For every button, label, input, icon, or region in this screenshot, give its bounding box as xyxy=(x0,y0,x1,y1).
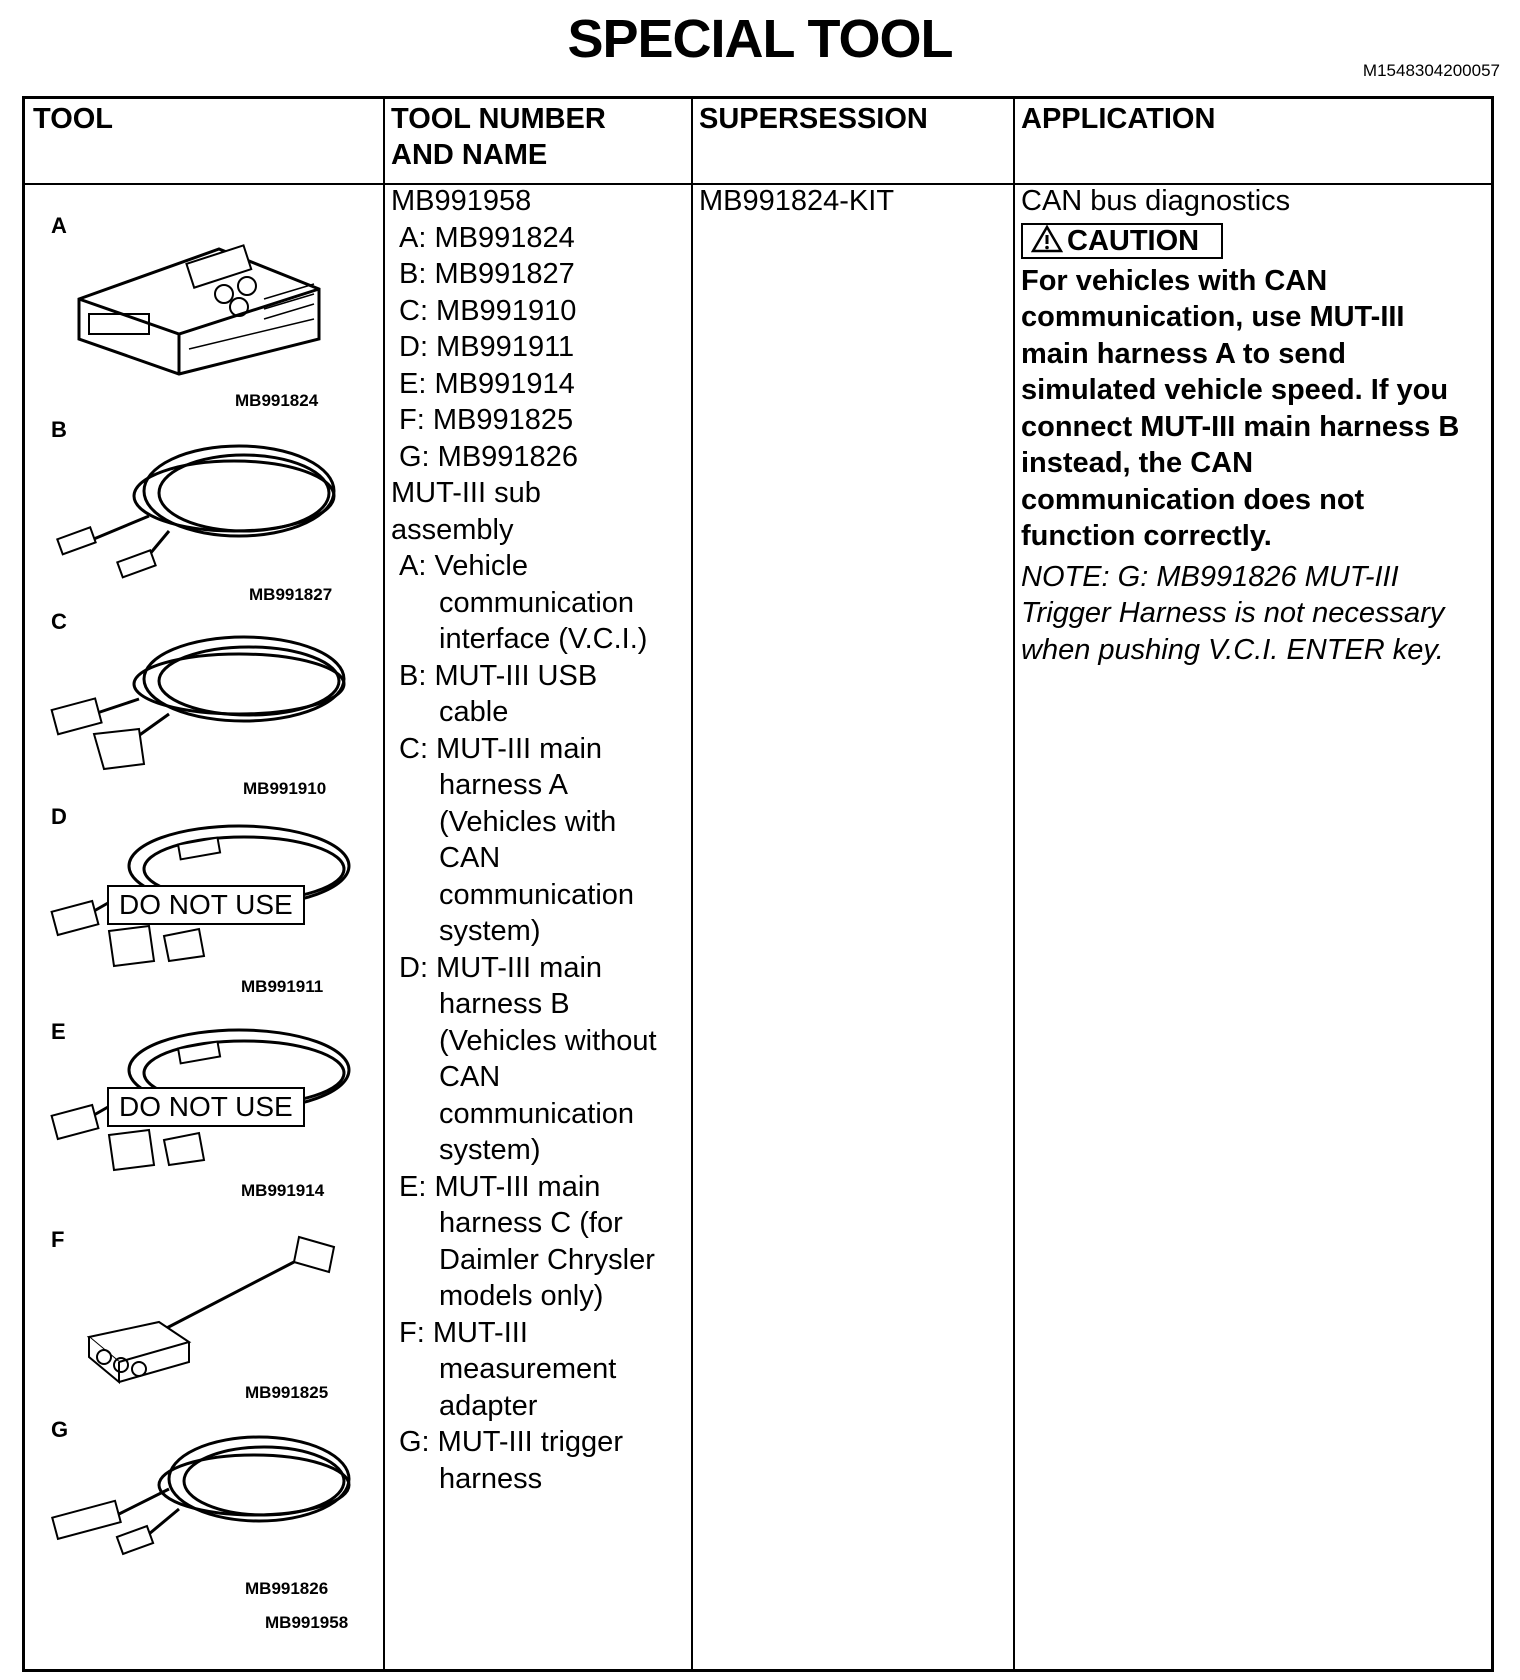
trigger-harness-illustration xyxy=(49,1419,359,1569)
column-divider xyxy=(691,99,693,1669)
part-number: A: MB991824 xyxy=(399,221,575,254)
part-number: E: MB991914 xyxy=(399,367,575,400)
description-line: harness C (for xyxy=(439,1207,623,1239)
assembly-name-line2: assembly xyxy=(391,513,514,546)
warning-triangle-icon xyxy=(1031,225,1063,253)
caution-line: communication does not xyxy=(1021,483,1365,516)
description-line: communication xyxy=(439,878,635,911)
part-number: G: MB991826 xyxy=(399,440,578,473)
application-cell xyxy=(1021,183,1491,668)
tool-code-e: MB991914 xyxy=(241,1181,325,1200)
description-line: (Vehicles without xyxy=(439,1024,657,1057)
caution-line: communication, use MUT-III xyxy=(1021,301,1405,333)
tool-number-cell xyxy=(391,183,686,1497)
tool-code-g: MB991826 xyxy=(245,1579,329,1598)
caution-line: main harness A to send xyxy=(1021,337,1346,370)
description-line: models only) xyxy=(439,1280,604,1312)
description-line: cable xyxy=(439,696,509,728)
description-line: system) xyxy=(439,1134,541,1166)
tool-code-a: MB991824 xyxy=(235,391,319,410)
description-prefix: F: MUT-III xyxy=(399,1316,528,1349)
assembly-name-line1: MUT-III sub xyxy=(391,477,541,509)
do-not-use-badge-d: DO NOT USE xyxy=(107,885,305,925)
description-line: harness B xyxy=(439,988,570,1020)
caution-line: connect MUT-III main harness B xyxy=(1021,410,1460,443)
column-divider xyxy=(383,99,385,1669)
tool-letter-f: F xyxy=(51,1227,65,1252)
tool-code-b: MB991827 xyxy=(249,585,333,604)
header-tool-number-line1: TOOL NUMBER xyxy=(391,103,606,135)
header-tool-number-line2: AND NAME xyxy=(391,139,548,171)
description-line: system) xyxy=(439,915,541,947)
description-line: harness A xyxy=(439,769,568,801)
description-line: measurement xyxy=(439,1353,617,1385)
application-text: CAN bus diagnostics xyxy=(1021,185,1291,217)
measurement-adapter-illustration xyxy=(49,1217,349,1387)
tool-code-c: MB991910 xyxy=(243,779,327,798)
tool-code-d: MB991911 xyxy=(241,977,324,996)
page-title: SPECIAL TOOL xyxy=(567,9,953,69)
tool-letter-a: A xyxy=(51,213,67,238)
description-line: communication xyxy=(439,586,635,619)
description-line: CAN xyxy=(439,842,501,874)
description-prefix: G: MUT-III trigger xyxy=(399,1426,623,1458)
caution-label: CAUTION xyxy=(1067,224,1200,257)
tool-letter-d: D xyxy=(51,804,67,829)
part-number: B: MB991827 xyxy=(399,258,575,290)
header-tool-number xyxy=(391,101,606,173)
tool-letter-g: G xyxy=(51,1417,69,1442)
special-tool-table xyxy=(22,96,1494,1672)
note-line: NOTE: G: MB991826 MUT-III xyxy=(1021,560,1399,593)
do-not-use-badge-e: DO NOT USE xyxy=(107,1087,305,1127)
document-id: M1548304200057 xyxy=(1362,61,1500,80)
tool-letter-e: E xyxy=(51,1019,66,1044)
description-line: interface (V.C.I.) xyxy=(439,623,648,655)
header-supersession: SUPERSESSION xyxy=(699,103,928,135)
description-line: (Vehicles with xyxy=(439,805,617,838)
supersession-cell: MB991824-KIT xyxy=(699,185,895,217)
tool-letter-c: C xyxy=(51,609,67,634)
description-prefix: D: MUT-III main xyxy=(399,951,603,984)
note-line: when pushing V.C.I. ENTER key. xyxy=(1021,633,1444,666)
note-text xyxy=(1021,559,1491,669)
main-harness-a-illustration xyxy=(49,619,359,779)
description-line: Daimler Chrysler xyxy=(439,1243,655,1276)
kit-number: MB991958 xyxy=(391,185,532,217)
description-prefix: E: MUT-III main xyxy=(399,1170,601,1203)
tool-letter-b: B xyxy=(51,417,67,442)
description-line: CAN xyxy=(439,1061,501,1093)
part-number: D: MB991911 xyxy=(399,331,575,363)
caution-line: For vehicles with CAN xyxy=(1021,264,1328,297)
caution-line: function correctly. xyxy=(1021,520,1272,552)
vci-device-illustration xyxy=(49,229,339,379)
part-number: C: MB991910 xyxy=(399,294,577,327)
caution-box xyxy=(1021,223,1223,259)
description-line: communication xyxy=(439,1097,635,1130)
description-line: adapter xyxy=(439,1389,538,1422)
usb-cable-illustration xyxy=(49,421,349,581)
header-tool: TOOL xyxy=(33,103,114,135)
tool-code-f: MB991825 xyxy=(245,1383,329,1402)
caution-text xyxy=(1021,263,1491,555)
caution-line: instead, the CAN xyxy=(1021,447,1254,479)
kit-code: MB991958 xyxy=(265,1613,349,1632)
description-line: harness xyxy=(439,1462,543,1495)
caution-line: simulated vehicle speed. If you xyxy=(1021,374,1449,406)
note-line: Trigger Harness is not necessary xyxy=(1021,597,1445,629)
description-prefix: B: MUT-III USB xyxy=(399,659,598,692)
description-prefix: A: Vehicle xyxy=(399,550,528,582)
header-application: APPLICATION xyxy=(1021,103,1216,135)
column-divider xyxy=(1013,99,1015,1669)
part-number: F: MB991825 xyxy=(399,404,574,436)
description-prefix: C: MUT-III main xyxy=(399,732,603,765)
